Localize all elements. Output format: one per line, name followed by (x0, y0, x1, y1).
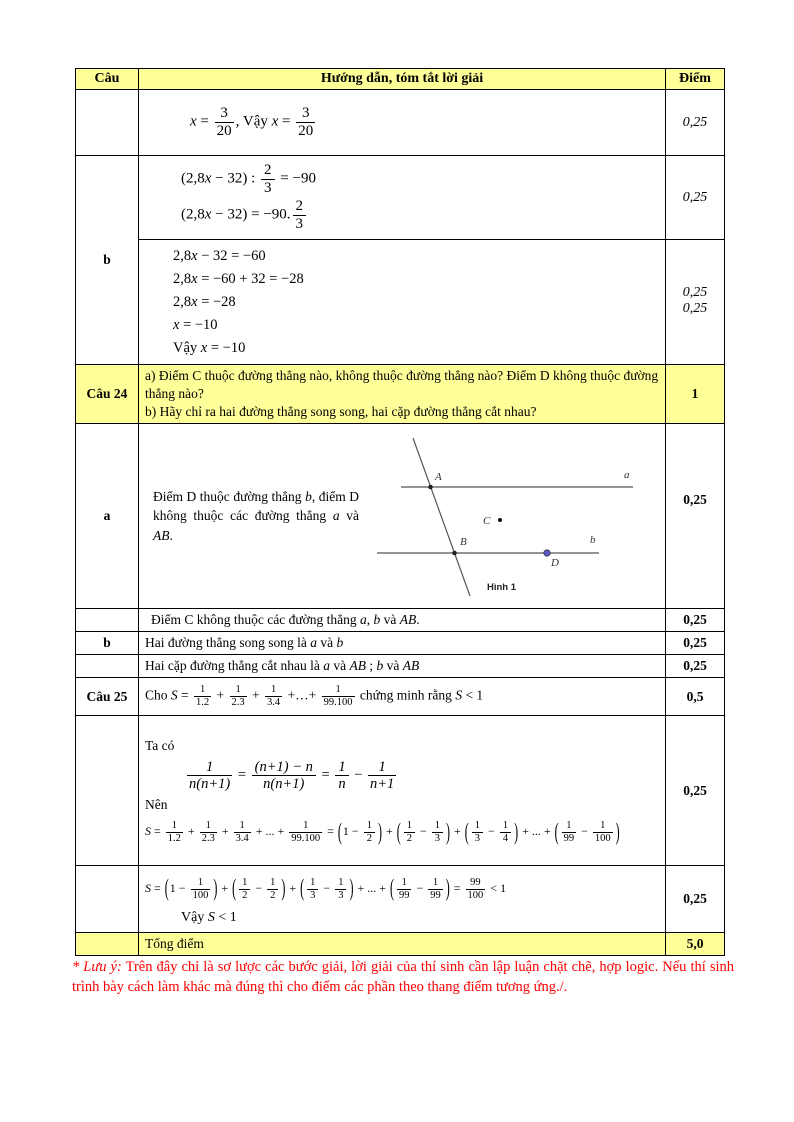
total-row (76, 933, 725, 956)
table-row (76, 424, 725, 609)
answer-rubric-table (75, 68, 725, 956)
header-guide: Hướng dẫn, tóm tắt lời giải (139, 69, 666, 90)
math-line: Vậy x = −10 (173, 339, 246, 356)
line-label-a: a (624, 469, 630, 481)
figure-caption: Hình 1 (487, 582, 517, 593)
header-cau: Câu (76, 69, 139, 90)
points-value: 0,25 (682, 285, 708, 300)
math-line: x = $\frac{3}{20}$ , Vậy x = $\frac{3}{20}$ (190, 105, 314, 139)
note-prefix: * Lưu ý: (72, 959, 122, 975)
points-cell: 0,25 (666, 655, 725, 678)
points-cell (666, 424, 725, 609)
transversal-line-ab (413, 438, 470, 596)
points-value: 0,25 (682, 301, 708, 316)
question-text-a: a) Điểm C thuộc đường thẳng nào, không thuộc đường thẳng nào? Điểm D không thuộc đường thẳng nào? (145, 368, 659, 401)
points-cell: 0,25 (666, 632, 725, 655)
math-line: 2,8x = −60 + 32 = −28 (173, 270, 304, 287)
question-text-b: b) Hãy chỉ ra hai đường thẳng song song, hai cặp đường thẳng cắt nhau? (145, 404, 537, 419)
question-cell: b (76, 156, 139, 365)
solution-text: Điểm D thuộc đường thẳng b, điểm D không thuộc các đường thẳng a và AB. (153, 488, 359, 543)
header-row (76, 69, 725, 90)
solution-text: Nên (145, 796, 168, 812)
points-cell: 0,25 (666, 156, 725, 240)
question-cell (76, 866, 139, 933)
question-cell (76, 609, 139, 632)
math-line: S = (1 − $\frac{1}{100}$ ) + ( $\frac{1}{2}$ − $\frac{1}{2}$ ) + ( $\frac{1}{3}$ − $\frac{1}{3}$ ) + ... + ( $\frac{1}{99}$ − $\frac{1}{99}$ ) = $\frac{99}{100}$ < 1 (145, 873, 507, 903)
geometry-figure (363, 430, 659, 606)
table-row (76, 632, 725, 655)
points-cell: 0,25 (666, 609, 725, 632)
question-cell: Câu 24 (76, 365, 139, 424)
table-row (76, 866, 725, 933)
solution-cell: Hai đường thẳng song song là a và b (139, 632, 666, 655)
solution-cell: Điểm C không thuộc các đường thẳng a, b và AB. (139, 609, 666, 632)
table-row (76, 716, 725, 866)
point-label-B: B (460, 536, 467, 548)
math-line: (2,8x − 32) : $\frac{2}{3}$ = −90 (181, 162, 316, 197)
math-line: Vậy S < 1 (181, 910, 237, 926)
question-cell: b (76, 632, 139, 655)
question-cell (76, 933, 139, 956)
points-cell: 0,5 (666, 678, 725, 716)
solution-cell: Hai cặp đường thẳng cắt nhau là a và AB ; b và AB (139, 655, 666, 678)
solution-cell (139, 716, 666, 866)
point-label-C: C (483, 515, 491, 527)
points-cell: 0,25 (666, 866, 725, 933)
math-line: (2,8x − 32) = −90. $\frac{2}{3}$ (145, 198, 659, 233)
solution-cell (139, 156, 666, 240)
point-b-dot (452, 551, 457, 556)
table-row (76, 655, 725, 678)
point-a-dot (428, 485, 433, 490)
solution-cell (139, 90, 666, 156)
point-d-dot (544, 550, 550, 556)
solution-cell (139, 365, 666, 424)
solution-cell (139, 866, 666, 933)
points-cell: 1 (666, 365, 725, 424)
points-cell: 0,25 (666, 90, 725, 156)
grading-note (72, 958, 734, 997)
points-cell (666, 240, 725, 365)
question-cell (76, 655, 139, 678)
table-row (76, 90, 725, 156)
table-row (76, 609, 725, 632)
header-diem: Điểm (666, 69, 725, 90)
point-label-D: D (551, 557, 559, 569)
question-cell (76, 90, 139, 156)
table-row (76, 240, 725, 365)
question-cell: a (76, 424, 139, 609)
table-row (76, 156, 725, 240)
math-line: 2,8x − 32 = −60 (173, 247, 266, 264)
question-cell (76, 716, 139, 866)
point-label-A: A (435, 471, 442, 483)
math-line: x = −10 (173, 316, 218, 333)
points-value: 0,25 (683, 492, 707, 507)
solution-text: Ta có (145, 737, 175, 753)
line-label-b: b (590, 534, 596, 546)
math-line: $\frac{1}{n(n+1)}$ = $\frac{(n+1) - n}{n(n+1)}$ = $\frac{1}{n}$ − $\frac{1}{n+1}$ (189, 758, 395, 792)
question-cell: Câu 25 (76, 678, 139, 716)
points-cell: 0,25 (666, 716, 725, 866)
table-row-cau25 (76, 678, 725, 716)
total-label: Tổng điểm (139, 933, 666, 956)
note-body: Trên đây chỉ là sơ lược các bước giải, lời giải của thí sinh cần lập luận chặt chẽ, hợp logic. Nếu thí sinh trình bày cách làm khác mà đúng thì cho điểm các phần theo thang điểm tương ứng./. (72, 959, 734, 995)
table-row-cau24 (76, 365, 725, 424)
solution-cell (139, 424, 666, 609)
solution-cell: Cho S = $\frac{1}{1.2}$ + $\frac{1}{2.3}$ + $\frac{1}{3.4}$ +…+ $\frac{1}{99.100}$ chứng minh rằng S < 1 (139, 678, 666, 716)
total-points: 5,0 (666, 933, 725, 956)
math-line: S = $\frac{1}{1.2}$ + $\frac{1}{2.3}$ + $\frac{1}{3.4}$ + ... + $\frac{1}{99.100}$ = (1 − $\frac{1}{2}$ ) + ( $\frac{1}{2}$ − $\frac{1}{3}$ ) + ( $\frac{1}{3}$ − $\frac{1}{4}$ ) + ... + ( $\frac{1}{99}$ − $\frac{1}{100}$ ) (145, 816, 620, 846)
solution-cell (139, 240, 666, 365)
point-c-dot (498, 518, 502, 522)
math-line: 2,8x = −28 (173, 293, 236, 310)
